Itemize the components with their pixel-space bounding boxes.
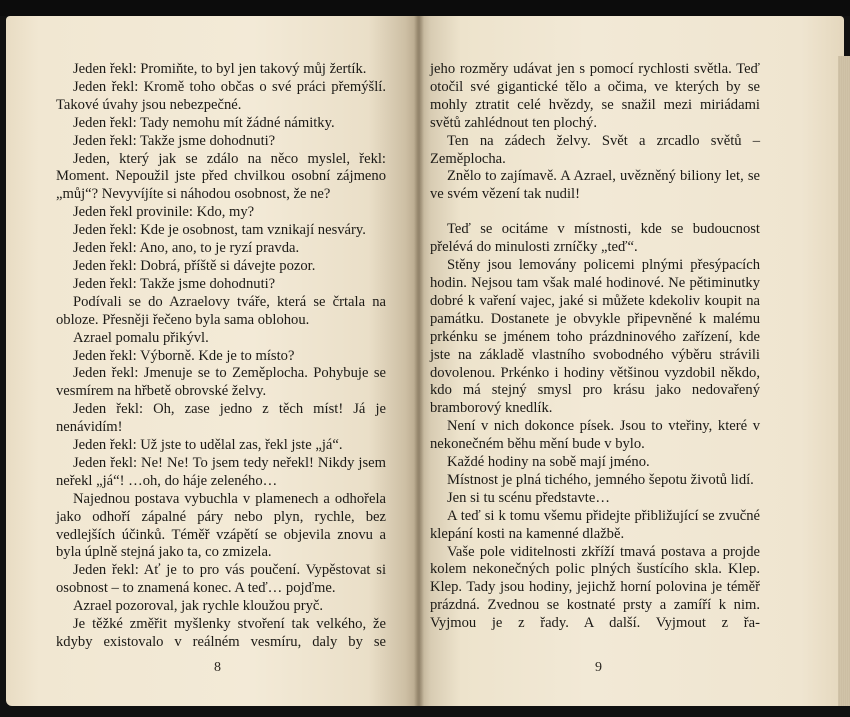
paragraph: Jeden řekl: Dobrá, příště si dávejte pozor. [73,257,316,274]
paragraph: Každé hodiny na sobě mají jméno. [447,454,650,471]
paragraph: Jeden řekl: Jmenuje se to Zeměplocha. Pohybuje se vesmírem na hřbetě obrovské želvy. [56,365,386,400]
paragraph: Azrael pomalu přikývl. [73,329,209,346]
paragraph: Jeden řekl provinile: Kdo, my? [73,204,255,221]
paragraph: Jeden řekl: Takže jsme dohodnuti? [73,132,276,149]
paragraph: Ten na zádech želvy. Svět a zrcadlo světů – Zeměplocha. [430,132,760,167]
paragraph: Jeden řekl: Výborně. Kde je to místo? [73,347,295,364]
paragraph: A teď si k tomu všemu přidejte přibližující se zvučné klepání kosti na kamenné dlažbě. [430,507,760,542]
paragraph: Jeden řekl: Ať je to pro vás poučení. Vypěstovat si osobnost – to znamená konec. A teď… pojďme. [56,562,386,597]
book-gutter [414,16,424,706]
paragraph: Jeden řekl: Už jste to udělal zas, řekl jste „já“. [73,437,343,454]
paragraph: Není v nich dokonce písek. Jsou to vteřiny, které v nekonečném běhu mění bude v bylo. [430,418,760,453]
left-page [6,16,418,706]
paragraph: Jen si tu scénu představte… [447,489,610,506]
page-number: 8 [214,660,221,675]
paragraph: Znělo to zajímavě. A Azrael, uvězněný biliony let, se ve svém vězení tak nudil! [430,168,760,203]
paragraph: Je těžké změřit myšlenky stvoření tak velkého, že kdyby existovalo v reálném vesmíru, daly by se [56,616,386,650]
paragraph: Teď se ocitáme v místnosti, kde se budoucnost přelévá do minulosti zrníčky „teď“. [430,221,760,256]
paragraph: Jeden, který jak se zdálo na něco myslel, řekl: Moment. Nepoužil jste před chvilkou osobní zájmeno „můj“? Nevyvíjíte si náhodou osobnost, že ne? [56,150,386,203]
paragraph: Místnost je plná tichého, jemného šepotu životů lidí. [447,471,754,488]
paragraph: Azrael pozoroval, jak rychle kloužou pryč. [73,598,324,615]
paragraph: Jeden řekl: Kromě toho občas o své práci přemýšlí. Takové úvahy jsou nebezpečné. [56,78,386,113]
paragraph: Jeden řekl: Ano, ano, to je ryzí pravda. [73,240,300,257]
paragraph: Jeden řekl: Tady nemohu mít žádné námitky. [73,114,335,131]
top-shadow-band [0,0,850,16]
paragraph: Stěny jsou lemovány policemi plnými přesýpacích hodin. Nejsou tam však malé hodinové. Ne pětiminutky dobré k vaření vajec, jaké si můžete kdekoliv koupit na památku. Dostanete je obvykle připevněné k malému prkénku se jménem toho prázdninového zařízení, kde jste na základě vlastního svobodného výběru strávili dovolenou. Prkénko i hodiny většinou vyzdobil někdo, kdo má stejný smysl pro krásu jako nedovařený bramborový knedlík. [430,257,760,417]
right-page [418,16,844,706]
paragraph: Jeden řekl: Promiňte, to byl jen takový můj žertík. [73,61,367,77]
paragraph: jeho rozměry udávat jen s pomocí rychlosti světla. Teď otočil své gigantické tělo a očima, ve kterých by se mohly ztratit celé hvězdy, se snažil mezi miriádami světů zahlédnout ten plochý. [430,61,760,131]
paragraph: Jeden řekl: Kde je osobnost, tam vznikají nesváry. [73,222,366,239]
right-page-text [430,61,760,633]
paragraph: Vaše pole viditelnosti zkříží tmavá postava a projde kolem nekonečných polic plných šustícího skla. Klep. Klep. Tady jsou hodiny, jejichž horní polovina je téměř prázdná. Zvednou se kostnaté prsty a zamíří k nim. Vyjmou je z řady. A další. Vyjmout z řa- [430,543,760,632]
open-book [0,16,850,706]
paragraph: Podívali se do Azraelovy tváře, která se črtala na obloze. Přesněji řečeno byla sama oblohou. [56,293,386,328]
paragraph: Jeden řekl: Ne! Ne! To jsem tedy neřekl! Nikdy jsem neřekl „já“! …oh, do háje zeleného… [56,454,386,489]
page-number: 9 [595,660,602,675]
paragraph: Najednou postava vybuchla v plamenech a odhořela jako odhoří zápalné páry nebo plyn, rychle, bez vedlejších účinků. Téměř vzápětí se objevila znovu a byla úplně stejná jako ta, co zmizela. [56,490,386,561]
paragraph: Jeden řekl: Oh, zase jedno z těch míst! Já je nenávidím! [56,401,386,436]
left-page-text [56,61,386,652]
page-edges [838,56,850,706]
paragraph: Jeden řekl: Takže jsme dohodnuti? [73,275,276,292]
